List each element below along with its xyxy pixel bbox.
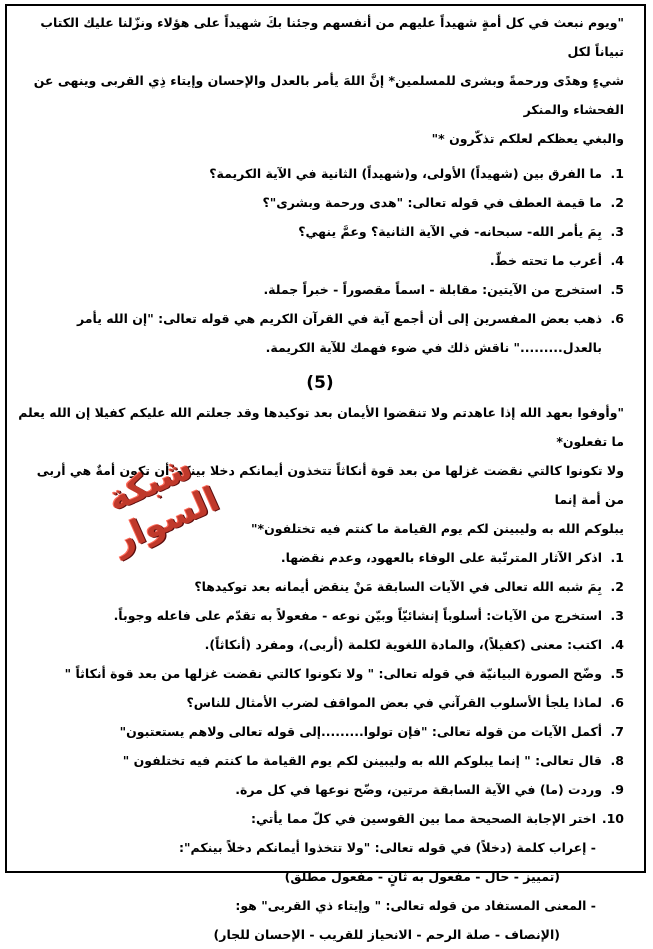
question-text: ذهب بعض المفسرين إلى أن أجمع آية في القرآن الكريم هي قوله تعالى: "إن الله يأمر بالعدل........." ناقش ذلك في ضوء فهمك للآية الكريمة. [76, 311, 602, 355]
question-item [16, 601, 624, 630]
question-item [16, 746, 624, 775]
question-item [16, 659, 624, 688]
question-number: 4. [610, 253, 624, 268]
question-number: 5. [610, 282, 624, 297]
questions-2 [16, 543, 624, 949]
passage-2-line-1: "وأوفوا بعهد الله إذا عاهدتم ولا تنقضوا الأيمان بعد توكيدها وقد جعلتم الله عليكم كفيلا إن الله يعلم ما تفعلون* [18, 405, 624, 449]
passage-1 [16, 8, 624, 153]
question-text: ما قيمة العطف في قوله تعالى: "هدى ورحمة وبشرى"؟ [262, 195, 602, 210]
passage-2-line-3: يبلوكم الله به وليبينن لكم يوم القيامة ما كنتم فيه تختلفون*" [251, 521, 624, 536]
question-item [16, 217, 624, 246]
question-text: لماذا يلجأ الأسلوب القرآني في بعض المواقف لضرب الأمثال للناس؟ [186, 695, 602, 710]
question-number: 2. [610, 579, 624, 594]
question-text: قال تعالى: " إنما يبلوكم الله به وليبينن لكم يوم القيامة ما كنتم فيه تختلفون " [122, 753, 602, 768]
question-number: 7. [610, 724, 624, 739]
question-text: بِمَ شبه الله تعالى في الآيات السابقة مَنْ ينقض أيمانه بعد توكيدها؟ [194, 579, 602, 594]
document-page [16, 8, 624, 949]
q10-item-1-prompt: - إعراب كلمة (دخلاً) في قوله تعالى: "ولا تتخذوا أيمانكم دخلاً بينكم": [179, 840, 596, 855]
question-item [16, 159, 624, 188]
question-item [16, 188, 624, 217]
question-text: اكتب: معنى (كفيلاً)، والمادة اللغوية لكلمة (أربى)، ومفرد (أنكاثاً). [204, 637, 602, 652]
passage-1-line-3: والبغي يعظكم لعلكم تذكّرون *" [431, 131, 624, 146]
question-number: 6. [610, 311, 624, 326]
q10-item-1-options: (تمييز - حال - مفعول به ثانٍ - مفعول مطلق) [284, 869, 560, 884]
q10-item-2-options: (الإنصاف - صلة الرحم - الانحياز للقريب - الإحسان للجار) [213, 927, 560, 942]
q10-item-2-prompt: - المعنى المستفاد من قوله تعالى: " وإيتاء ذي القربى" هو: [235, 898, 596, 913]
passage-2-line-2: ولا تكونوا كالتي نقضت غزلها من بعد قوة أنكاثاً تتخذون أيمانكم دخلا بينكم أن تكون أمةٌ هي أربى من أمة إنما [36, 463, 624, 507]
question-item [16, 775, 624, 804]
question-text: استخرج من الآيات: أسلوباً إنشائيّاً وبيّن نوعه - مفعولاً به تقدّم على فاعله وجوباً. [113, 608, 602, 623]
question-item [16, 275, 624, 304]
question-number: 1. [610, 166, 624, 181]
question-text: أكمل الآيات من قوله تعالى: "فإن تولوا.........إلى قوله تعالى ولاهم يستعتبون" [119, 724, 602, 739]
question-number: 1. [610, 550, 624, 565]
passage-1-line-2: شيءٍ وهدًى ورحمةً وبشرى للمسلمين* إنَّ اللهَ يأمر بالعدل والإحسان وإيتاء ذِي القربى وينهى عن الفحشاء والمنكر [33, 73, 624, 117]
question-item [16, 717, 624, 746]
question-number: 3. [610, 608, 624, 623]
question-number: 3. [610, 224, 624, 239]
question-item [16, 572, 624, 601]
section-title: (5) [306, 373, 334, 393]
question-number: 5. [610, 666, 624, 681]
question-text: استخرج من الآيتين: مقابلة - اسماً مقصوراً - خبراً جملة. [263, 282, 602, 297]
question-number: 10. [601, 811, 624, 826]
question-text: ما الفرق بين (شهيداً) الأولى، و(شهيداً) الثانية في الآية الكريمة؟ [209, 166, 602, 181]
passage-1-line-1: "ويوم نبعث في كل أمةٍ شهيداً عليهم من أنفسهم وجئنا بكَ شهيداً على هؤلاء ونزّلنا عليك الكتاب تبياناً لكل [40, 15, 624, 59]
question-number: 9. [610, 782, 624, 797]
question-text: أعرب ما تحته خطّ. [489, 253, 602, 268]
question-item [16, 246, 624, 275]
question-number: 8. [610, 753, 624, 768]
question-text: بِمَ يأمر الله- سبحانه- في الآية الثانية؟ وعمَّ ينهي؟ [298, 224, 602, 239]
question-text: اختر الإجابة الصحيحة مما بين القوسين في كلّ مما يأتي: [250, 811, 596, 826]
question-item [16, 630, 624, 659]
question-item [16, 804, 624, 833]
question-text: وضّح الصورة البيانيّة في قوله تعالى: " ولا تكونوا كالتي نقضت غزلها من بعد قوة أنكاثاً " [64, 666, 602, 681]
question-item [16, 688, 624, 717]
question-text: وردت (ما) في الآية السابقة مرتين، وضّح نوعها في كل مرة. [235, 782, 602, 797]
question-item [16, 304, 624, 362]
question-number: 6. [610, 695, 624, 710]
question-text: اذكر الآثار المترتّبة على الوفاء بالعهود، وعدم نقضها. [280, 550, 602, 565]
question-number: 4. [610, 637, 624, 652]
questions-1 [16, 159, 624, 362]
watermark-stamp: شبكة السوار [101, 447, 226, 562]
question-number: 2. [610, 195, 624, 210]
